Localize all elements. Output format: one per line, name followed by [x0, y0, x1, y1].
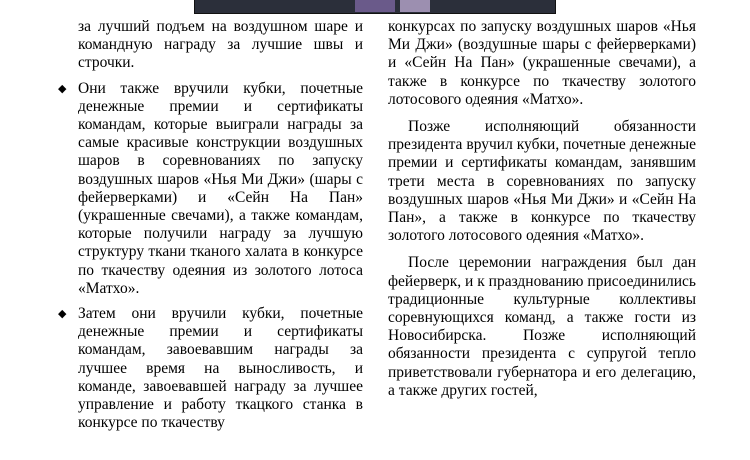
right-column: [388, 18, 696, 400]
paragraph: Позже исполняющий обязанности президента вручил кубки, почетные денежные премии и сертификаты командам, занявшим трети места в соревнованиях по запуску воздушных шаров «Нья Ми Джи» и «Сейн На Пан», а также в конкурсе по ткачеству золотого лотосового одеяния «Матхо».: [388, 118, 696, 245]
bullet-item: [58, 80, 363, 298]
bullet-item: [58, 305, 363, 432]
continued-text: конкурсах по запуску воздушных шаров «Нья Ми Джи» (воздушные шары с фейерверками) и «Сейн На Пан» (украшенные свечами), а также в конкурсе по ткачеству золотого лотосового одеяния «Матхо».: [388, 18, 696, 108]
continued-text: за лучший подъем на воздушном шаре и командную награду за лучшие швы и строчки.: [78, 18, 363, 72]
bullet-text: Они также вручили кубки, почетные денежные премии и сертификаты командам, которые выиграли награды за самые красивые конструкции воздушных шаров в соревнованиях по запуску воздушных шаров «Нья Ми Джи» (шары с фейерверками) и «Сейн На Пан» (украшенные свечами), а также командам, которые получили награду за лучшую структуру ткани тканого халата в конкурсе по ткачеству одеяния из золотого лотоса «Матхо».: [78, 79, 363, 297]
photo-detail: [355, 0, 395, 12]
bullet-text: Затем они вручили кубки, почетные денежные премии и сертификаты командам, завоевавшим награды за лучшее время на выносливость, и команде, завоевавшей награду за лучшее управление и работу ткацкого станка в конкурсе по ткачеству: [78, 305, 363, 432]
article-photo: [194, 0, 556, 14]
diamond-bullet-icon: ◆: [58, 81, 67, 95]
diamond-bullet-icon: ◆: [58, 307, 67, 321]
left-column: [58, 18, 363, 432]
paragraph: После церемонии награждения был дан фейерверк, и к празднованию присоединились традиционные культурные коллективы соревнующихся команд, а также гости из Новосибирска. Позже исполняющий обязанности президента с супругой тепло приветствовали губернатора и его делегацию, а также других гостей,: [388, 254, 696, 399]
photo-detail: [400, 0, 430, 12]
